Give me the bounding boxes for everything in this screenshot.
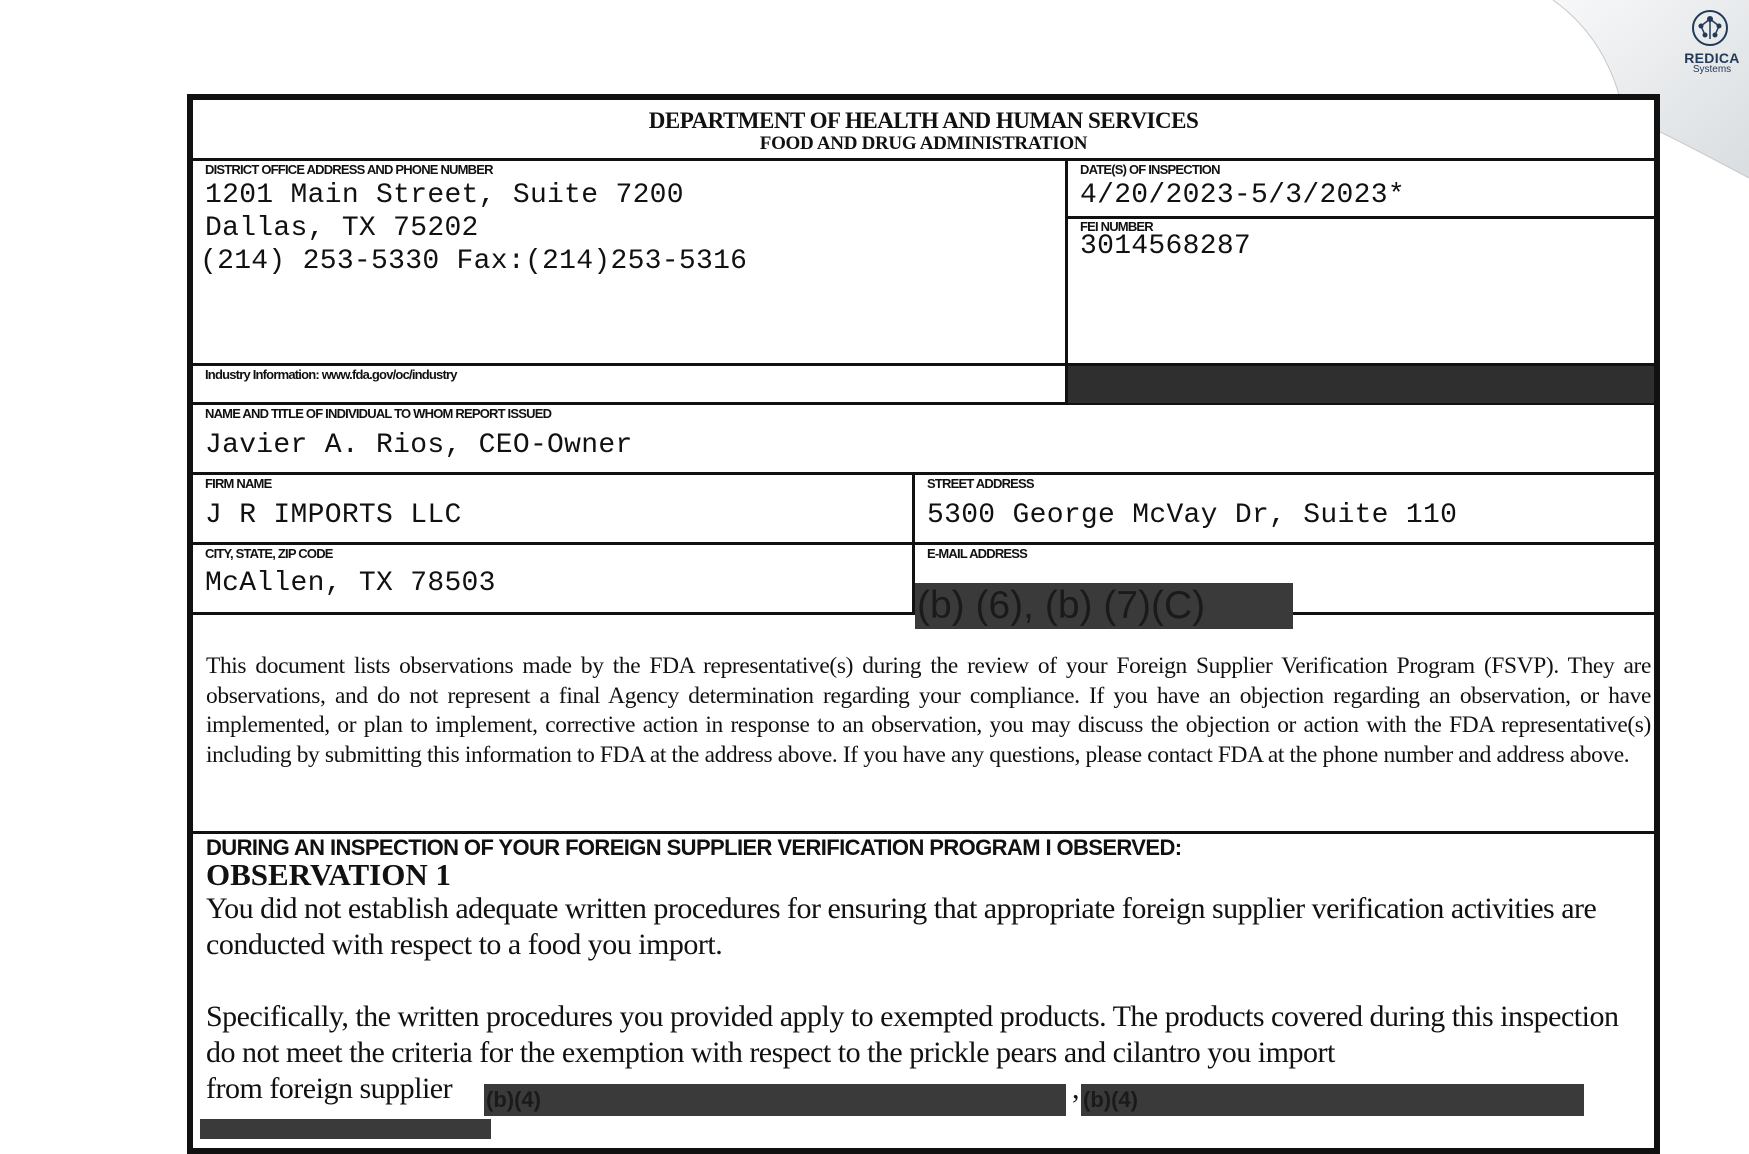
fei-label: FEI NUMBER	[1080, 219, 1153, 234]
divider	[193, 831, 1654, 834]
redica-logo-icon	[1690, 8, 1730, 48]
supplier-redaction-2: (b)(4)	[1081, 1084, 1584, 1116]
district-address-line1: 1201 Main Street, Suite 7200	[205, 180, 684, 211]
firm-name-value: J R IMPORTS LLC	[205, 500, 462, 531]
observation-specifics: Specifically, the written procedures you provided apply to exempted products. The products covered during this inspection do not meet the criteria for the exemption with respect to the prickle pears and cilantro you import	[206, 1000, 1619, 1069]
logo-subtitle: Systems	[1692, 64, 1732, 75]
city-state-zip-value: McAllen, TX 78503	[205, 568, 496, 599]
individual-label: NAME AND TITLE OF INDIVIDUAL TO WHOM REPORT ISSUED	[205, 406, 552, 421]
inspection-dates-label: DATE(S) OF INSPECTION	[1080, 162, 1220, 177]
email-redaction: (b) (6), (b) (7)(C)	[915, 583, 1293, 629]
district-office-label: DISTRICT OFFICE ADDRESS AND PHONE NUMBER	[205, 162, 493, 177]
district-phone: (214) 253-5330 Fax:(214)253-5316	[200, 246, 748, 277]
observation-text: You did not establish adequate written procedures for ensuring that appropriate foreign supplier verification activities are conducted with respect to a food you import.	[206, 892, 1597, 961]
email-label: E-MAIL ADDRESS	[927, 546, 1028, 561]
divider	[1065, 216, 1654, 219]
divider	[193, 472, 1654, 475]
intro-paragraph: This document lists observations made by the FDA representative(s) during the review of your Foreign Supplier Verification Program (FSVP). They are observations, and do not represent a final Agency determination regarding your compliance. If you have an objection regarding an observation, or have implemented, or plan to implement, corrective action in response to an observation, you may discuss the objection or action with the FDA representative(s) including by submitting this information to FDA at the address above. If you have any questions, please contact FDA at the phone number and address above.	[206, 653, 1651, 768]
logo-name: REDICA	[1684, 50, 1740, 66]
agency-heading: FOOD AND DRUG ADMINISTRATION	[759, 133, 1088, 154]
firm-name-label: FIRM NAME	[205, 476, 272, 491]
city-state-zip-label: CITY, STATE, ZIP CODE	[205, 546, 333, 561]
inspection-dates-value: 4/20/2023-5/3/2023*	[1080, 180, 1405, 211]
supplier-redaction-3	[200, 1119, 491, 1139]
street-address-value: 5300 George McVay Dr, Suite 110	[927, 500, 1458, 531]
individual-value: Javier A. Rios, CEO-Owner	[205, 430, 633, 461]
observation-supplier-line	[206, 1071, 452, 1107]
shaded-block	[1068, 366, 1654, 403]
fda-483-form	[187, 94, 1660, 1154]
fei-value: 3014568287	[1080, 231, 1252, 262]
observations-heading: DURING AN INSPECTION OF YOUR FOREIGN SUPPLIER VERIFICATION PROGRAM I OBSERVED:	[206, 835, 1182, 860]
street-address-label: STREET ADDRESS	[927, 476, 1034, 491]
divider	[193, 542, 1654, 545]
redaction-separator: ,	[1072, 1072, 1079, 1105]
supplier-redaction-1: (b)(4)	[484, 1084, 1066, 1116]
district-address-line2: Dallas, TX 75202	[205, 213, 479, 244]
department-heading: DEPARTMENT OF HEALTH AND HUMAN SERVICES	[648, 108, 1199, 133]
industry-info-link[interactable]: Industry Information: www.fda.gov/oc/industry	[205, 367, 457, 382]
supplier-prefix: from foreign supplier	[206, 1072, 453, 1105]
observation-title: OBSERVATION 1	[206, 857, 451, 892]
divider	[193, 158, 1654, 161]
